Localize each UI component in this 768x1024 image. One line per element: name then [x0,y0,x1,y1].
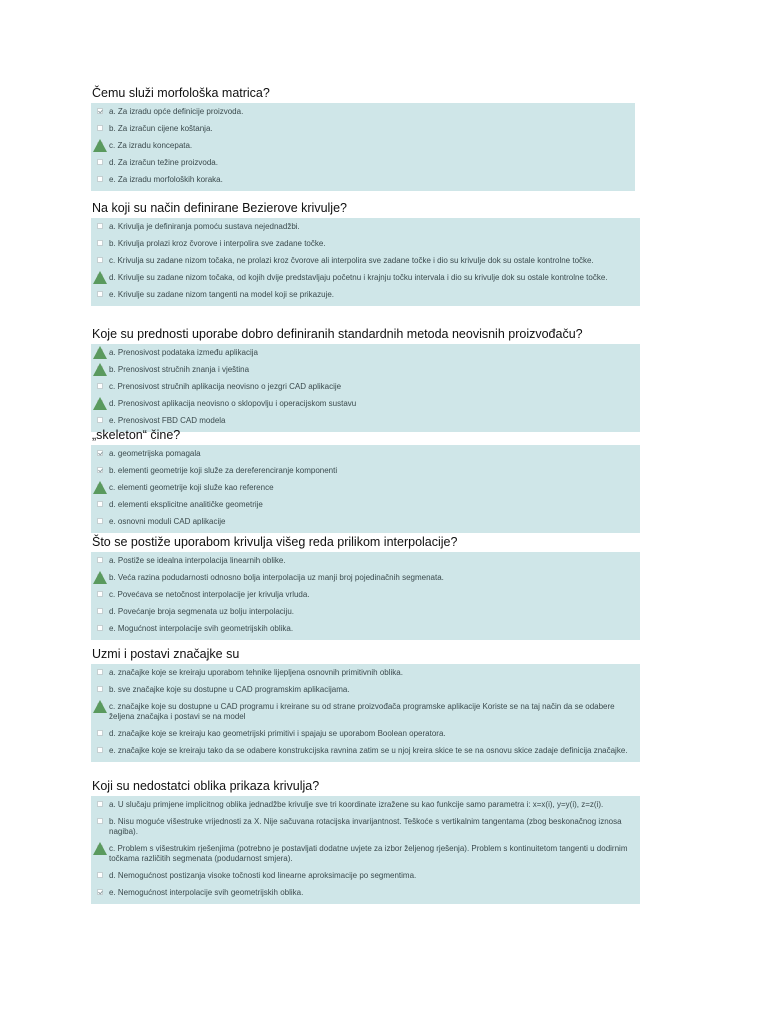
answer-option[interactable] [95,236,636,253]
checkbox[interactable] [97,686,103,692]
answer-option-label: c. Za izradu koncepata. [109,141,193,150]
answer-option-label: b. sve značajke koje su dostupne u CAD programskim aplikacijama. [109,685,350,694]
answer-options [91,218,640,306]
checkbox[interactable] [97,669,103,675]
answer-option[interactable] [95,138,631,155]
question-title: „skeleton“ čine? [92,428,181,442]
answer-option[interactable] [95,446,636,463]
answer-option[interactable] [95,699,636,726]
answer-option-label: c. značajke koje su dostupne u CAD programu i kreirane su od strane proizvođača programske aplikacije Koriste se na taj način da se odabere željena značajka i postavi se na model [109,702,615,721]
question-title: Čemu služi morfološka matrica? [92,86,270,100]
answer-option-label: b. Krivulja prolazi kroz čvorove i interpolira sve zadane točke. [109,239,326,248]
checkbox[interactable] [97,383,103,389]
answer-option[interactable] [95,287,636,304]
answer-option-label: d. značajke koje se kreiraju kao geometrijski primitivi i spajaju se uporabom Boolean operatora. [109,729,446,738]
answer-option[interactable] [95,514,636,531]
answer-option[interactable] [95,841,636,868]
answer-option-label: d. Povećanje broja segmenata uz bolju interpolaciju. [109,607,295,616]
answer-option[interactable] [95,155,631,172]
checkbox[interactable] [97,176,103,182]
answer-option[interactable] [95,814,636,841]
question-title: Koji su nedostatci oblika prikaza krivulja? [92,779,320,793]
answer-option[interactable] [95,570,636,587]
answer-option-label: e. Krivulje su zadane nizom tangenti na model koji se prikazuje. [109,290,335,299]
checkbox[interactable] [97,730,103,736]
answer-option-label: c. Povećava se netočnost interpolacije jer krivulja vrluda. [109,590,310,599]
answer-option-label: b. Za izračun cijene koštanja. [109,124,213,133]
question-7 [91,779,640,904]
checkbox[interactable] [97,518,103,524]
answer-option-label: d. elementi eksplicitne analitičke geometrije [109,500,263,509]
answer-option-label: c. Krivulja su zadane nizom točaka, ne prolazi kroz čvorove ali interpolira sve zadane točke i dio su krivulje dok su ostale kontrolne točke. [109,256,594,265]
answer-option-label: b. Prenosivost stručnih znanja i vještina [109,365,250,374]
question-title: Što se postiže uporabom krivulja višeg reda prilikom interpolacije? [92,535,458,549]
answer-option-label: a. Prenosivost podataka između aplikacija [109,348,258,357]
checkbox[interactable] [97,872,103,878]
correct-marker-triangle-icon [93,700,107,713]
answer-option[interactable] [95,463,636,480]
answer-option[interactable] [95,797,636,814]
checkbox[interactable] [97,591,103,597]
correct-marker-triangle-icon [93,481,107,494]
question-4 [91,428,640,533]
checkbox[interactable] [97,889,103,895]
answer-option-label: d. Za izračun težine proizvoda. [109,158,218,167]
question-title: Uzmi i postavi značajke su [92,647,240,661]
answer-option[interactable] [95,396,636,413]
checkbox[interactable] [97,818,103,824]
checkbox[interactable] [97,608,103,614]
answer-option-label: b. Nisu moguće višestruke vrijednosti za X. Nije sačuvana rotacijska invarijantnost. Teškoće s vertikalnim tangentama (zbog beskonačnog iznosa nagiba). [109,817,622,836]
correct-marker-triangle-icon [93,271,107,284]
answer-option-label: d. Krivulje su zadane nizom točaka, od kojih dvije predstavljaju početnu i krajnju točku intervala i dio su krivulje dok su ostale kontrolne točke. [109,273,608,282]
answer-option[interactable] [95,587,636,604]
answer-option-label: c. Prenosivost stručnih aplikacija neovisno o jezgri CAD aplikacije [109,382,342,391]
answer-option[interactable] [95,497,636,514]
question-title: Na koji su način definirane Bezierove krivulje? [92,201,347,215]
answer-option[interactable] [95,682,636,699]
answer-option-label: a. Za izradu opće definicije proizvoda. [109,107,244,116]
answer-options [91,552,640,640]
checkbox[interactable] [97,291,103,297]
answer-option-label: d. Prenosivost aplikacija neovisno o sklopovlju i operacijskom sustavu [109,399,357,408]
checkbox[interactable] [97,417,103,423]
answer-option[interactable] [95,604,636,621]
question-3 [91,327,640,432]
answer-option-label: b. elementi geometrije koji služe za dereferenciranje komponenti [109,466,338,475]
answer-option-label: a. značajke koje se kreiraju uporabom tehnike lijepljena osnovnih primitivnih oblika. [109,668,403,677]
question-6 [91,647,640,762]
correct-marker-triangle-icon [93,363,107,376]
checkbox[interactable] [97,557,103,563]
correct-marker-triangle-icon [93,571,107,584]
answer-options [91,103,635,191]
checkbox[interactable] [97,125,103,131]
correct-marker-triangle-icon [93,842,107,855]
checkbox[interactable] [97,501,103,507]
answer-option[interactable] [95,665,636,682]
answer-option-label: e. Nemogućnost interpolacije svih geometrijskih oblika. [109,888,304,897]
answer-option-label: e. značajke koje se kreiraju tako da se odabere konstrukcijska ravnina zatim se u njoj kreira skice te se na osnovu skice zadaje definicija značajke. [109,746,628,755]
answer-option[interactable] [95,362,636,379]
answer-option-label: a. Postiže se idealna interpolacija linearnih oblike. [109,556,286,565]
answer-option[interactable] [95,743,636,760]
answer-option[interactable] [95,270,636,287]
answer-options [91,344,640,432]
answer-option-label: b. Veća razina podudarnosti odnosno bolja interpolacija uz manji broj pojedinačnih segmenata. [109,573,444,582]
answer-option-label: e. osnovni moduli CAD aplikacije [109,517,226,526]
correct-marker-triangle-icon [93,397,107,410]
answer-option-label: e. Mogućnost interpolacije svih geometrijskih oblika. [109,624,294,633]
answer-option-label: c. Problem s višestrukim rješenjima (potrebno je postavljati dodatne uvjete za izbor željenog rješenja). Problem s kontinuitetom tangenti u dodirnim točkama različitih segmenata (podudarnost smjera). [109,844,628,863]
checkbox[interactable] [97,747,103,753]
answer-option[interactable] [95,885,636,902]
answer-option[interactable] [95,104,631,121]
checkbox[interactable] [97,450,103,456]
question-1 [91,86,635,191]
answer-option[interactable] [95,621,636,638]
checkbox[interactable] [97,801,103,807]
answer-option[interactable] [95,379,636,396]
answer-option[interactable] [95,480,636,497]
answer-option-label: e. Prenosivost FBD CAD modela [109,416,226,425]
answer-option-label: d. Nemogućnost postizanja visoke točnosti kod linearne aproksimacije po segmentima. [109,871,417,880]
answer-option[interactable] [95,121,631,138]
answer-option-label: a. Krivulja je definiranja pomoću sustava nejednadžbi. [109,222,300,231]
question-5 [91,535,640,640]
checkbox[interactable] [97,467,103,473]
answer-options [91,796,640,904]
answer-option[interactable] [95,868,636,885]
question-title: Koje su prednosti uporabe dobro definiranih standardnih metoda neovisnih proizvođaču? [92,327,583,341]
checkbox[interactable] [97,159,103,165]
checkbox[interactable] [97,257,103,263]
answer-option-label: a. geometrijska pomagala [109,449,201,458]
answer-option[interactable] [95,726,636,743]
correct-marker-triangle-icon [93,139,107,152]
answer-option[interactable] [95,553,636,570]
answer-option[interactable] [95,345,636,362]
checkbox[interactable] [97,240,103,246]
answer-option[interactable] [95,219,636,236]
checkbox[interactable] [97,625,103,631]
checkbox[interactable] [97,108,103,114]
answer-options [91,445,640,533]
correct-marker-triangle-icon [93,346,107,359]
answer-option[interactable] [95,172,631,189]
question-2 [91,201,640,306]
answer-option-label: a. U slučaju primjene implicitnog oblika jednadžbe krivulje sve tri koordinate izražene su kao funkcije samo parametra i: x=x(i), y=y(i), z=z(i). [109,800,604,809]
answer-options [91,664,640,762]
answer-option-label: e. Za izradu morfoloških koraka. [109,175,223,184]
answer-option[interactable] [95,253,636,270]
checkbox[interactable] [97,223,103,229]
answer-option-label: c. elementi geometrije koji služe kao reference [109,483,274,492]
